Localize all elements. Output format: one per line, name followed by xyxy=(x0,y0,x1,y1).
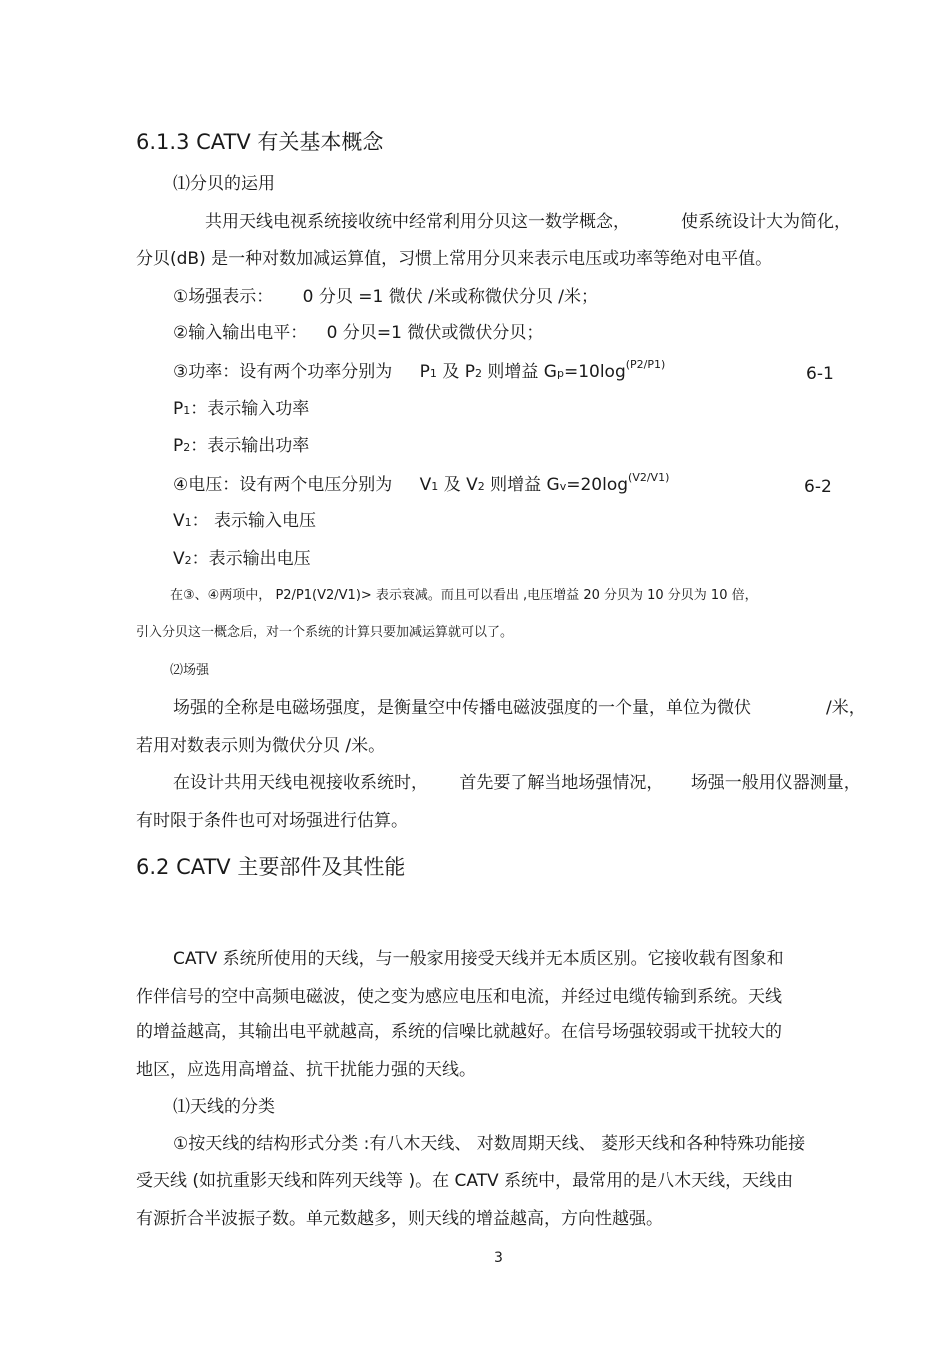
para-db-line2: 分贝(dB) 是一种对数加减运算值，习惯上常用分贝来表示电压或功率等绝对电平值。 xyxy=(136,249,773,269)
para-db-line1: 共用天线电视系统接收统中经常利用分贝这一数学概念， xyxy=(205,212,630,232)
para-fs-line2: 若用对数表示则为微伏分贝 /米。 xyxy=(136,736,386,756)
para-antenna-line1: CATV 系统所使用的天线，与一般家用接受天线并无本质区别。它接收载有图象和 xyxy=(173,949,784,969)
para-db-line1b: 使系统设计大为简化， xyxy=(681,212,851,232)
note-line2: 引入分贝这一概念后，对一个系统的计算只要加减运算就可以了。 xyxy=(136,625,514,640)
note-line1: 在③、④两项中， P2/P1(V2/V1)> 表示衰减。而且可以看出 ,电压增益 20 分贝为 10 分贝为 10 倍， xyxy=(170,588,758,603)
item-title-db: ⑴分贝的运用 xyxy=(173,174,275,194)
heading-6-1-3: 6.1.3 CATV 有关基本概念 xyxy=(136,130,384,154)
bullet-power: ③功率：设有两个功率分别为 P1 及 P2 则增益 $Gp=10\log^{(P2/P1)}$ xyxy=(173,358,666,382)
para-antenna-line4: 地区，应选用高增益、抗干扰能力强的天线。 xyxy=(136,1060,476,1080)
equation-number-6-2: 6-2 xyxy=(804,477,832,497)
bullet-io-level: ②输入输出电平： 0 分贝=1 微伏或微伏分贝； xyxy=(173,323,544,343)
classification-line3: 有源折合半波振子数。单元数越多，则天线的增益越高，方向性越强。 xyxy=(136,1209,663,1229)
heading-6-2: 6.2 CATV 主要部件及其性能 xyxy=(136,855,406,879)
para-fs-line1: 场强的全称是电磁场强度，是衡量空中传播电磁波强度的一个量，单位为微伏 xyxy=(173,698,751,718)
item-title-field-strength: ⑵场强 xyxy=(170,663,210,678)
classification-line1: ①按天线的结构形式分类 :有八木天线、 对数周期天线、 菱形天线和各种特殊功能接 xyxy=(173,1134,806,1154)
equation-number-6-1: 6-1 xyxy=(806,364,834,384)
def-p2: P2：表示输出功率 xyxy=(173,436,310,456)
para-fs-line1b: /米， xyxy=(826,698,866,718)
page-number: 3 xyxy=(494,1250,503,1266)
def-v1: V1： 表示输入电压 xyxy=(173,511,317,531)
def-p1: P1：表示输入功率 xyxy=(173,399,310,419)
para-design-line2: 有时限于条件也可对场强进行估算。 xyxy=(136,811,408,831)
classification-line2: 受天线 (如抗重影天线和阵列天线等 )。在 CATV 系统中，最常用的是八木天线，天线由 xyxy=(136,1171,794,1191)
item-title-antenna-types: ⑴天线的分类 xyxy=(173,1097,275,1117)
para-design-line1: 在设计共用天线电视接收系统时， 首先要了解当地场强情况， 场强一般用仪器测量， xyxy=(173,773,861,793)
def-v2: V2：表示输出电压 xyxy=(173,549,311,569)
para-antenna-line2: 作伴信号的空中高频电磁波，使之变为感应电压和电流，并经过电缆传输到系统。天线 xyxy=(136,987,782,1007)
para-antenna-line3: 的增益越高，其输出电平就越高，系统的信噪比就越好。在信号场强较弱或干扰较大的 xyxy=(136,1022,782,1042)
bullet-voltage: ④电压：设有两个电压分别为 V1 及 V2 则增益 $Gv=20\log^{(V2/V1)}$ xyxy=(173,471,670,495)
bullet-field-strength: ①场强表示： 0 分贝 =1 微伏 /米或称微伏分贝 /米； xyxy=(173,287,599,307)
